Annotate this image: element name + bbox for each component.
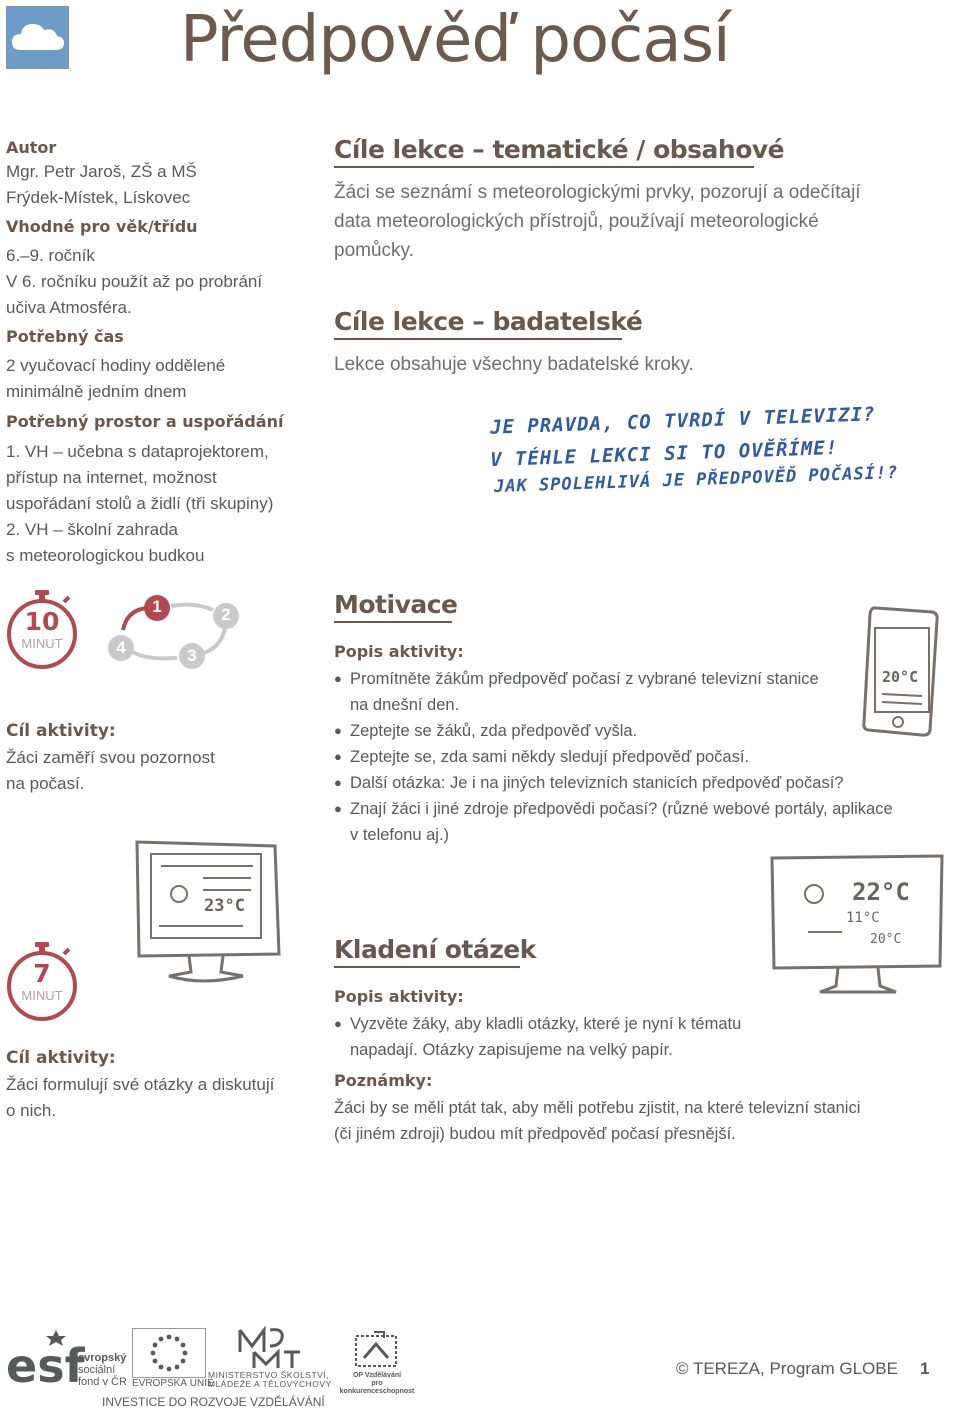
description-label: Popis aktivity: (334, 642, 464, 661)
text-line: o nich. (6, 1101, 57, 1120)
grade-label: Vhodné pro věk/třídu (6, 217, 198, 236)
time-line: 2 vyučovací hodiny oddělené (6, 356, 226, 375)
text-line: (či jiném zdroji) budou mít předpověď počasí přesnější. (334, 1125, 736, 1143)
goals-research-text: Lekce obsahuje všechny badatelské kroky. (334, 354, 694, 375)
list-item: ● Vyzvěte žáky, aby kladli otázky, které je nyní k tématu napadají. Otázky zapisujeme na velký papír. (334, 1011, 934, 1063)
page-title: Předpověď počasí (180, 3, 730, 77)
timer-unit: MINUT (21, 636, 63, 651)
heading-underline (334, 966, 520, 968)
cycle-step: 4 (116, 638, 126, 657)
goal-text (6, 745, 215, 797)
notes-text (334, 1095, 860, 1147)
text-line: data meteorologických přístrojů, používají meteorologické (334, 211, 819, 232)
list-item: ● Znají žáci i jiné zdroje předpovědi počasí? (různé webové portály, aplikace v telefonu aj.) (334, 796, 934, 848)
goals-content-heading: Cíle lekce – tematické / obsahové (334, 135, 785, 164)
page-number: 1 (920, 1359, 930, 1378)
eu-label: EVROPSKÁ UNIE (132, 1378, 214, 1389)
phone-temperature: 20°C (882, 668, 919, 686)
cycle-step: 3 (187, 646, 197, 665)
list-item: ● Zeptejte se, zda sami někdy sledují předpověď počasí. (334, 744, 934, 770)
motivation-heading: Motivace (334, 590, 458, 619)
author-label: Autor (6, 138, 57, 157)
time-line: minimálně jedním dnem (6, 382, 187, 401)
motivation-bullets (334, 666, 934, 848)
goal-text (6, 1072, 274, 1124)
grade-line: 6.–9. ročník (6, 246, 95, 265)
grade-line: V 6. ročníku použít až po probrání (6, 272, 263, 291)
handwritten-note: JE PRAVDA, CO TVRDÍ V TELEVIZI? (489, 403, 876, 439)
questions-bullets (334, 1011, 934, 1063)
questions-heading: Kladení otázek (334, 935, 536, 964)
timer-value: 7 (33, 959, 51, 988)
svg-text:esf: esf (6, 1339, 85, 1388)
list-item: ● Promítněte žákům předpověď počasí z vybrané televizní stanice na dnešní den. (334, 666, 934, 718)
monitor-temperature: 23°C (204, 896, 245, 916)
msmt-text: MINISTERSTVO ŠKOLSTVÍ, MLÁDEŽE A TĚLOVÝCHOVY (208, 1370, 332, 1389)
author-line: Frýdek-Místek, Lískovec (6, 188, 191, 207)
cloud-icon (6, 6, 69, 69)
text-line: na počasí. (6, 774, 85, 793)
text-line: Žáci by se měli ptát tak, aby měli potřebu zjistit, na které televizní stanici (334, 1099, 861, 1117)
description-label: Popis aktivity: (334, 987, 464, 1006)
lesson-info (6, 137, 316, 569)
space-label: Potřebný prostor a uspořádání (6, 412, 284, 431)
goals-content-text (334, 178, 944, 265)
space-line: uspořádaní stolů a židlí (tři skupiny) (6, 494, 274, 513)
tv-temperature-small: 11°C (846, 910, 880, 926)
space-line: 2. VH – školní zahrada (6, 520, 178, 539)
author-line: Mgr. Petr Jaroš, ZŠ a MŠ (6, 162, 197, 181)
handwritten-note: V TÉHLE LEKCI SI TO OVĚŘÍME! (489, 436, 839, 472)
timer-unit: MINUT (21, 988, 63, 1003)
tv-temperature: 22°C (852, 878, 910, 906)
cloud-logo (6, 6, 69, 69)
investice-text: INVESTICE DO ROZVOJE VZDĚLÁVÁNÍ (102, 1395, 325, 1409)
timer-value: 10 (24, 607, 60, 636)
text-line: Žáci formulují své otázky a diskutují (6, 1075, 275, 1094)
space-line: přístup na internet, možnost (6, 468, 217, 487)
goal-label: Cíl aktivity: (6, 721, 116, 741)
cycle-step: 2 (221, 605, 231, 624)
grade-line: učiva Atmosféra. (6, 298, 132, 317)
op-text: OP Vzdělávání pro konkurenceschopnost (339, 1372, 415, 1395)
space-line: 1. VH – učebna s dataprojektorem, (6, 442, 269, 461)
heading-underline (334, 166, 754, 168)
msmt-logo-icon (234, 1326, 304, 1370)
time-label: Potřebný čas (6, 327, 124, 346)
handwritten-note: JAK SPOLEHLIVÁ JE PŘEDPOVĚĎ POČASÍ!? (493, 462, 899, 498)
text-line: Žáci se seznámí s meteorologickými prvky, pozorují a odečítají (334, 182, 861, 203)
heading-underline (334, 621, 452, 623)
text-line: pomůcky. (334, 240, 414, 261)
notes-label: Poznámky: (334, 1071, 433, 1090)
cycle-step: 1 (152, 597, 162, 616)
space-line: s meteorologickou budkou (6, 546, 205, 565)
eu-flag-icon (132, 1328, 206, 1378)
goals-research-heading: Cíle lekce – badatelské (334, 307, 643, 336)
copyright: © TEREZA, Program GLOBE (676, 1359, 898, 1378)
list-item: ● Další otázka: Je i na jiných televizních stanicích předpověď počasí? (334, 770, 934, 796)
text-line: Žáci zaměří svou pozornost (6, 748, 215, 767)
tv-sketch-icon (768, 852, 946, 1004)
op-logo-icon (350, 1328, 404, 1372)
list-item: ● Zeptejte se žáků, zda předpověď vyšla. (334, 718, 934, 744)
heading-underline (334, 338, 622, 340)
tv-temperature-small: 20°C (870, 932, 902, 947)
esf-text: evropský sociální fond v ČR (78, 1352, 127, 1388)
goal-label: Cíl aktivity: (6, 1048, 116, 1068)
